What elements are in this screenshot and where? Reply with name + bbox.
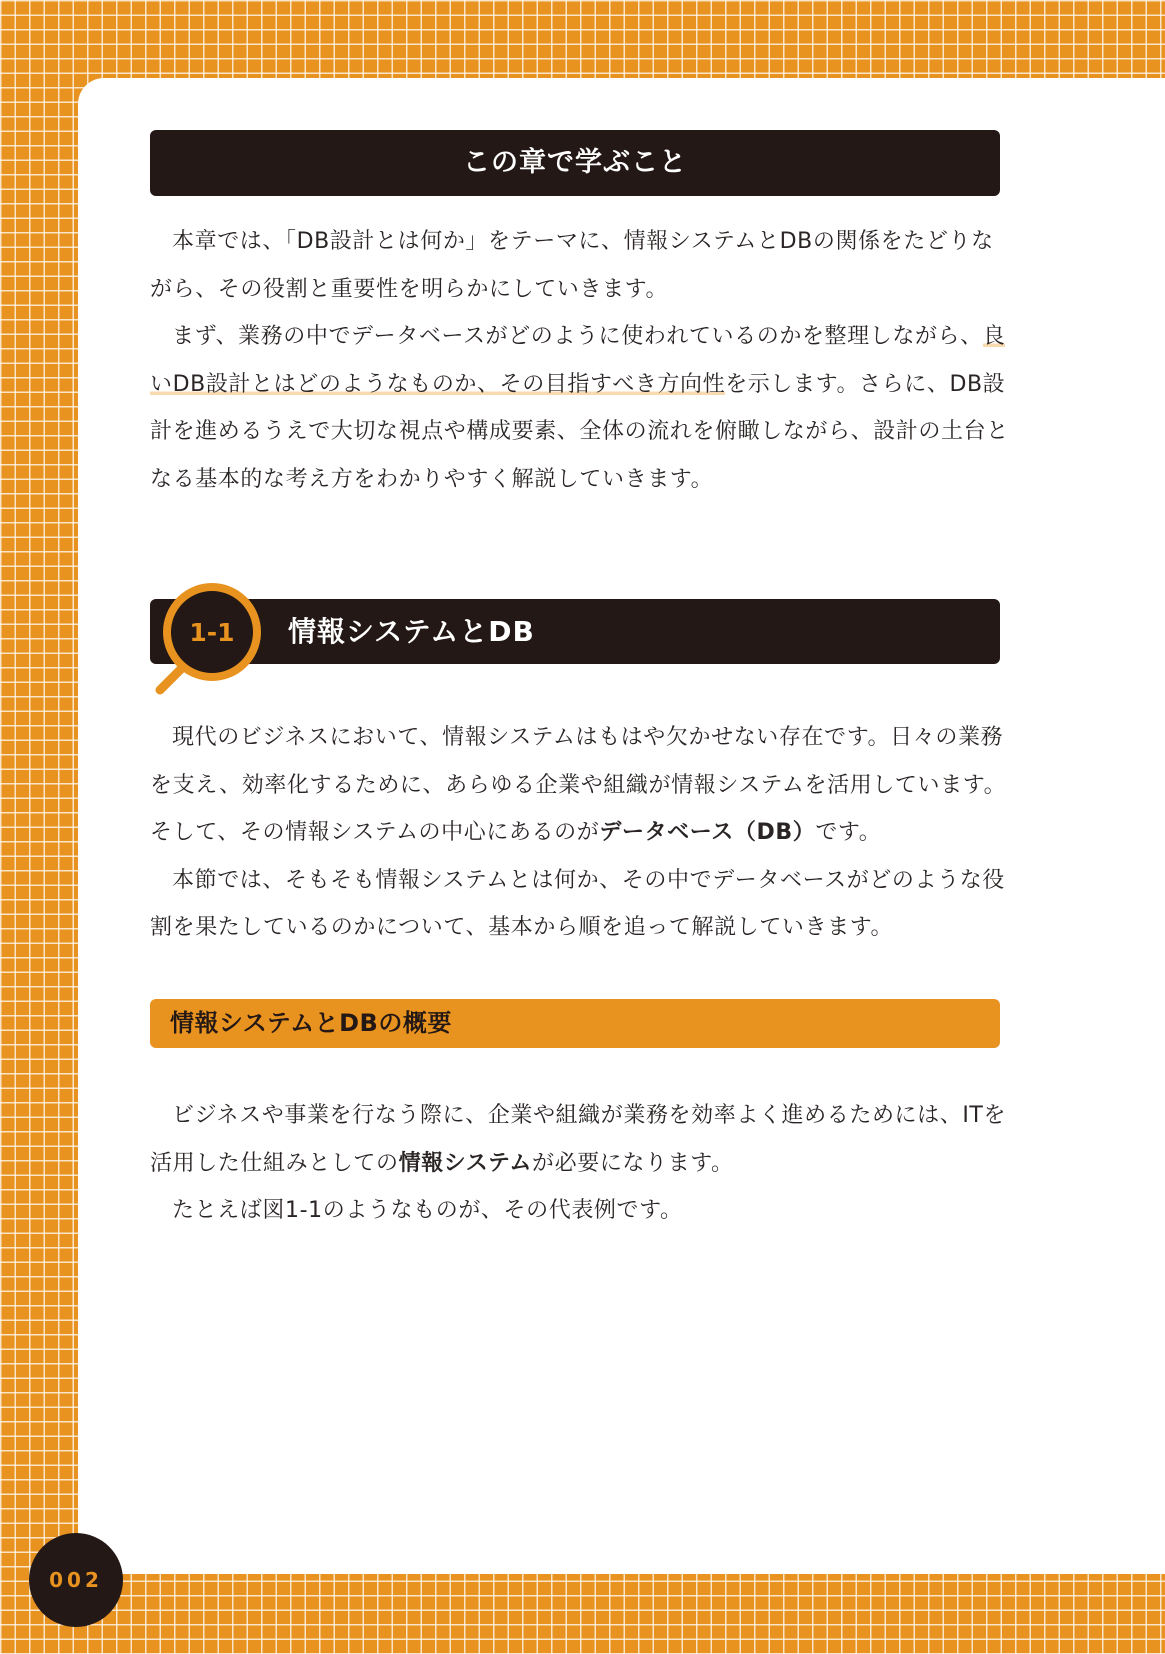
section-bold-term: データベース（DB）: [599, 820, 816, 845]
section-text: [150, 714, 1010, 952]
subsection-paragraph-2: たとえば図1-1のようなものが、その代表例です。: [172, 1198, 683, 1223]
subsection-text: [150, 1092, 1010, 1235]
subsection-paragraph-1: [150, 1092, 1010, 1187]
subsection-text-after: が必要になります。: [532, 1150, 734, 1176]
magnifier-icon: [150, 578, 270, 698]
subsection-title: 情報システムとDBの概要: [170, 1009, 452, 1037]
intro-text-before: まず、業務の中でデータベースがどのように使われているのかを整理しながら、: [172, 324, 983, 349]
section-title: 情報システムとDB: [288, 615, 535, 648]
section-header-bar: [150, 599, 1000, 664]
intro-highlight: 良いDB設計とはどのようなものか、その目指すべき方向性: [150, 324, 1006, 397]
intro-paragraph-1: 本章では、「DB設計とは何か」をテーマに、情報システムとDBの関係をたどりながら、その役割と重要性を明らかにしていきます。: [150, 229, 994, 302]
intro-text-after: を示します。さらに、DB設計を進めるうえで大切な視点や構成要素、全体の流れを俯瞰しながら、設計の土台となる基本的な考え方をわかりやすく解説していきます。: [150, 371, 1009, 492]
page-number: 002: [29, 1533, 123, 1627]
section-paragraph-1: [150, 714, 1010, 857]
subsection-text-before: ビジネスや事業を行なう際に、企業や組織が業務を効率よく進めるためには、ITを活用した仕組みとしての: [150, 1103, 1007, 1176]
subsection-bold-term: 情報システム: [398, 1150, 533, 1176]
section-text-after: です。: [815, 820, 882, 845]
intro-text: [150, 218, 1010, 503]
chapter-banner: この章で学ぶこと: [150, 130, 1000, 196]
section-paragraph-2: 本節では、そもそも情報システムとは何か、その中でデータベースがどのような役割を果たしているのかについて、基本から順を追って解説していきます。: [150, 867, 1005, 940]
section-number: 1-1: [189, 618, 235, 647]
intro-paragraph-2: [150, 313, 1010, 503]
section-text-before: 現代のビジネスにおいて、情報システムはもはや欠かせない存在です。日々の業務を支え、効率化するために、あらゆる企業や組織が情報システムを活用しています。そして、その情報システムの中心にあるのが: [150, 725, 1007, 845]
